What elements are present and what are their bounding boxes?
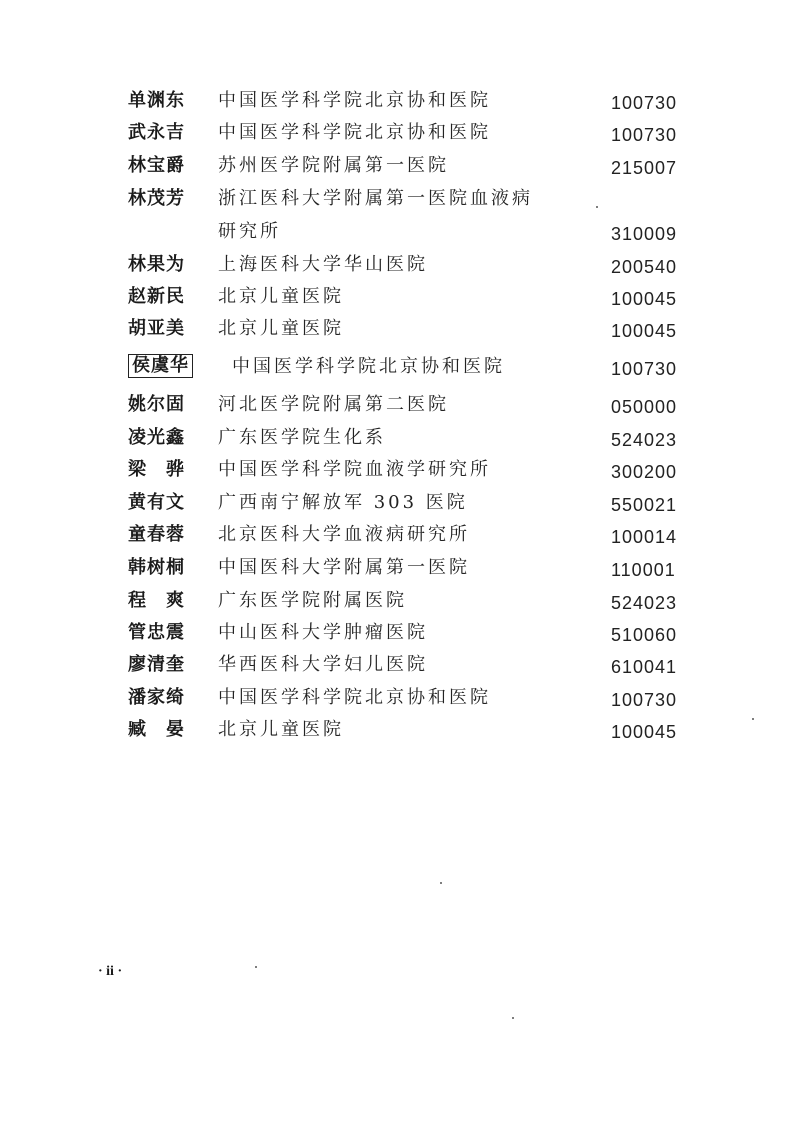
contributor-affiliation: 华西医科大学妇儿医院 xyxy=(218,654,428,675)
contributor-name: 林茂芳 xyxy=(128,188,185,209)
contributor-affiliation-continued: 研究所 xyxy=(218,221,281,242)
postal-code: 100045 xyxy=(611,289,678,309)
scan-speck xyxy=(440,882,442,884)
contributor-affiliation: 中国医学科学院北京协和医院 xyxy=(232,356,505,377)
contributor-affiliation: 广东医学院附属医院 xyxy=(218,590,407,611)
contributor-name: 梁 骅 xyxy=(128,459,185,480)
contributor-name: 林果为 xyxy=(128,254,185,275)
contributor-affiliation: 河北医学院附属第二医院 xyxy=(218,394,449,415)
postal-code: 100045 xyxy=(611,722,678,742)
contributor-affiliation: 北京儿童医院 xyxy=(218,286,344,307)
page-number: · ii · xyxy=(98,964,123,979)
postal-code: 110001 xyxy=(611,560,676,580)
postal-code: 510060 xyxy=(611,625,678,645)
postal-code: 550021 xyxy=(611,495,678,515)
contributor-name-boxed: 侯虞华 xyxy=(128,354,193,378)
contributor-affiliation: 上海医科大学华山医院 xyxy=(218,254,428,275)
contributor-name: 管忠震 xyxy=(128,622,185,643)
contributor-name: 赵新民 xyxy=(128,286,185,307)
postal-code: 524023 xyxy=(611,430,678,450)
contributor-name: 武永吉 xyxy=(128,122,185,143)
contributor-affiliation: 苏州医学院附属第一医院 xyxy=(218,155,449,176)
contributor-name: 程 爽 xyxy=(128,590,185,611)
contributor-affiliation: 中国医科大学附属第一医院 xyxy=(218,557,470,578)
contributor-affiliation: 中国医学科学院血液学研究所 xyxy=(218,459,491,480)
postal-code: 215007 xyxy=(611,158,678,178)
scan-speck xyxy=(596,206,598,208)
postal-code: 524023 xyxy=(611,593,678,613)
contributor-name: 臧 晏 xyxy=(128,719,185,740)
postal-code: 050000 xyxy=(611,397,678,417)
scan-speck xyxy=(255,966,257,968)
contributor-affiliation: 中山医科大学肿瘤医院 xyxy=(218,622,428,643)
postal-code: 610041 xyxy=(611,657,678,677)
contributor-name: 潘家绮 xyxy=(128,687,185,708)
postal-code: 300200 xyxy=(611,462,678,482)
postal-code: 100730 xyxy=(611,690,678,710)
contributor-affiliation: 广西南宁解放军 303 医院 xyxy=(218,492,468,513)
contributor-name: 姚尔固 xyxy=(128,394,185,415)
scan-speck xyxy=(752,718,754,720)
contributor-name: 胡亚美 xyxy=(128,318,185,339)
postal-code: 100730 xyxy=(611,359,678,379)
contributor-affiliation: 北京医科大学血液病研究所 xyxy=(218,524,470,545)
postal-code: 100730 xyxy=(611,93,678,113)
contributor-name: 林宝爵 xyxy=(128,155,185,176)
postal-code: 100014 xyxy=(611,527,678,547)
postal-code: 200540 xyxy=(611,257,678,277)
contributor-affiliation: 浙江医科大学附属第一医院血液病 xyxy=(218,188,533,209)
contributor-name: 童春蓉 xyxy=(128,524,185,545)
contributor-name: 凌光鑫 xyxy=(128,427,185,448)
contributor-affiliation: 中国医学科学院北京协和医院 xyxy=(218,687,491,708)
postal-code: 310009 xyxy=(611,224,678,244)
contributor-name: 韩树桐 xyxy=(128,557,185,578)
contributor-name: 单渊东 xyxy=(128,90,185,111)
contributor-affiliation: 广东医学院生化系 xyxy=(218,427,386,448)
contributor-name: 黄有文 xyxy=(128,492,185,513)
contributor-affiliation: 北京儿童医院 xyxy=(218,318,344,339)
postal-code: 100045 xyxy=(611,321,678,341)
contributor-affiliation: 北京儿童医院 xyxy=(218,719,344,740)
contributor-affiliation: 中国医学科学院北京协和医院 xyxy=(218,90,491,111)
contributor-affiliation: 中国医学科学院北京协和医院 xyxy=(218,122,491,143)
postal-code: 100730 xyxy=(611,125,678,145)
contributor-name: 廖清奎 xyxy=(128,654,185,675)
scan-speck xyxy=(512,1017,514,1019)
